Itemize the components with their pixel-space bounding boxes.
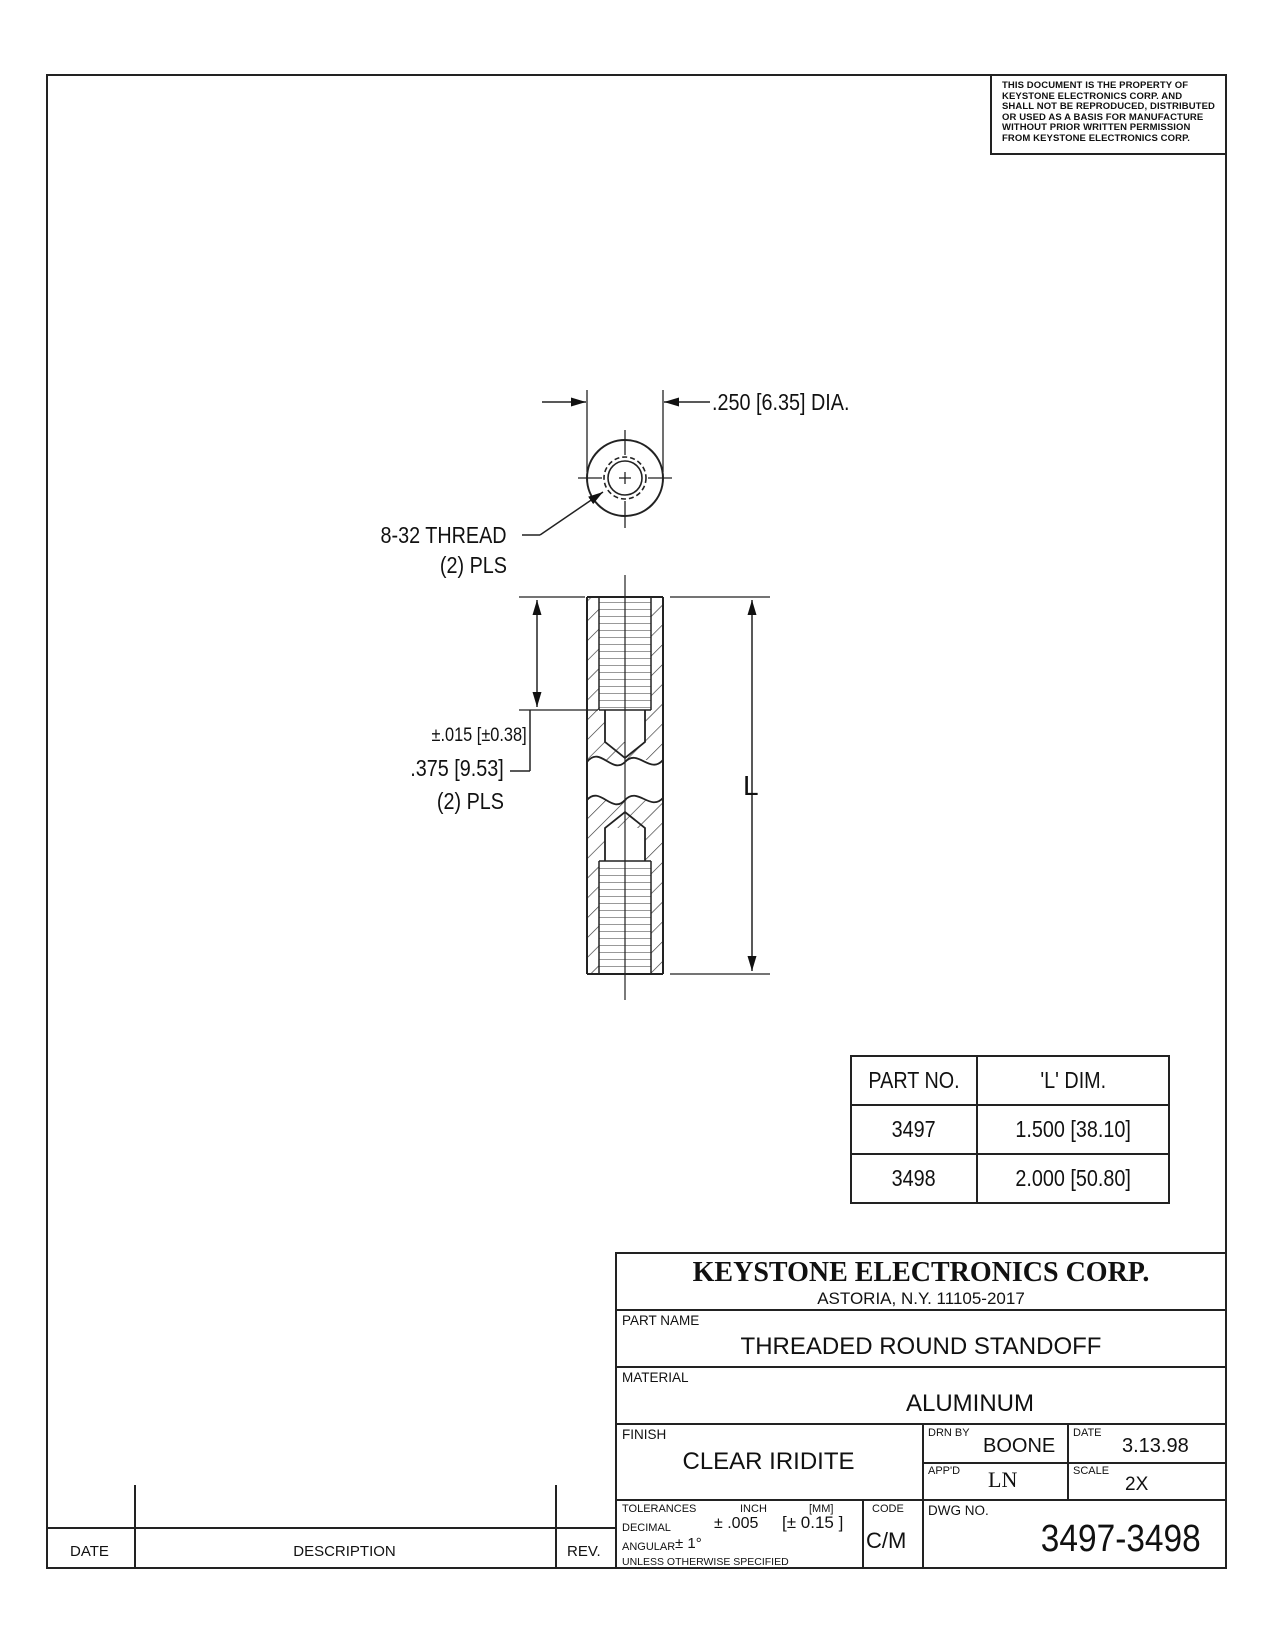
company-address: ASTORIA, N.Y. 11105-2017	[817, 1289, 1025, 1308]
finish-value: CLEAR IRIDITE	[682, 1448, 855, 1475]
table-header: PART NO.	[851, 1056, 977, 1105]
tolerances-label: TOLERANCES	[622, 1503, 697, 1515]
table-row	[851, 1154, 1169, 1203]
notice-line: SHALL NOT BE REPRODUCED, DISTRIBUTED	[1002, 101, 1215, 112]
unless-label: UNLESS OTHERWISE SPECIFIED	[622, 1556, 789, 1568]
code-value: C/M	[866, 1528, 907, 1553]
depth-places-label: (2) PLS	[436, 788, 504, 814]
dwg-no-value: 3497-3498	[1041, 1518, 1201, 1560]
finish-label: FINISH	[622, 1427, 667, 1442]
revision-date-label: DATE	[70, 1543, 109, 1560]
table-header-row	[851, 1056, 1169, 1105]
table-header: 'L' DIM.	[977, 1056, 1169, 1105]
tolerance-label: ±.015 [±0.38]	[431, 725, 527, 746]
table-cell: 3498	[851, 1154, 977, 1203]
notice-line: KEYSTONE ELECTRONICS CORP. AND	[1002, 90, 1183, 102]
table-cell: 2.000 [50.80]	[977, 1154, 1169, 1203]
end-view	[522, 390, 710, 535]
revision-rev-label: REV.	[567, 1543, 601, 1560]
inch-label: INCH	[740, 1503, 767, 1515]
decimal-inch: ± .005	[714, 1515, 759, 1532]
depth-label: .375 [9.53]	[410, 755, 504, 781]
table-row	[851, 1105, 1169, 1154]
part-name-label: PART NAME	[622, 1313, 700, 1328]
notice-line: OR USED AS A BASIS FOR MANUFACTURE	[1002, 111, 1204, 123]
date-label: DATE	[1073, 1427, 1102, 1439]
section-view	[510, 575, 770, 1000]
revision-description-label: DESCRIPTION	[293, 1543, 396, 1560]
dwg-no-label: DWG NO.	[928, 1503, 989, 1518]
drawn-by-label: DRN BY	[928, 1427, 970, 1439]
mm-label: [MM]	[809, 1503, 834, 1515]
date-value: 3.13.98	[1122, 1435, 1189, 1457]
notice-line: FROM KEYSTONE ELECTRONICS CORP.	[1002, 132, 1191, 144]
length-label: L	[743, 770, 759, 801]
approved-label: APP'D	[928, 1465, 961, 1477]
code-label: CODE	[872, 1503, 904, 1515]
scale-label: SCALE	[1073, 1465, 1110, 1477]
part-name: THREADED ROUND STANDOFF	[740, 1333, 1102, 1360]
angular-label: ANGULAR	[622, 1541, 676, 1553]
material-label: MATERIAL	[622, 1370, 689, 1385]
material-value: ALUMINUM	[905, 1390, 1034, 1417]
decimal-mm: [± 0.15 ]	[782, 1513, 844, 1532]
company-name: KEYSTONE ELECTRONICS CORP.	[692, 1257, 1150, 1288]
decimal-label: DECIMAL	[622, 1522, 671, 1534]
table-cell: 3497	[851, 1105, 977, 1154]
diameter-label: .250 [6.35] DIA.	[712, 389, 850, 415]
angular-value: ± 1°	[675, 1535, 702, 1552]
thread-places-label: (2) PLS	[439, 552, 507, 578]
scale-value: 2X	[1125, 1474, 1149, 1495]
approved-value: LN	[988, 1467, 1018, 1492]
notice-line: WITHOUT PRIOR WRITTEN PERMISSION	[1002, 122, 1191, 133]
notice-line: THIS DOCUMENT IS THE PROPERTY OF	[1002, 80, 1189, 91]
table-cell: 1.500 [38.10]	[977, 1105, 1169, 1154]
thread-label: 8-32 THREAD	[380, 522, 507, 548]
drawn-by-value: BOONE	[983, 1435, 1056, 1457]
parts-table	[850, 1055, 1170, 1204]
